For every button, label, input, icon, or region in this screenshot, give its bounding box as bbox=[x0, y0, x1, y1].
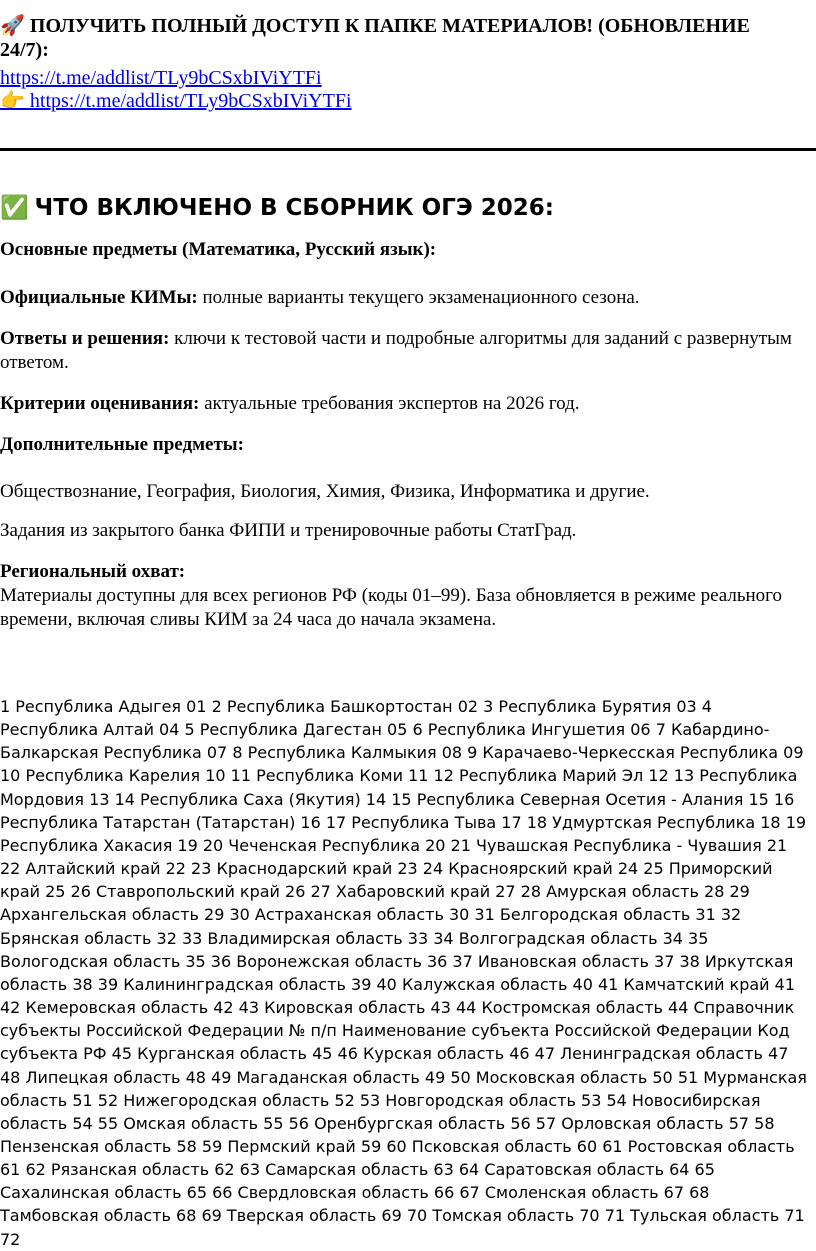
additional-subjects-heading: Дополнительные предметы: bbox=[0, 434, 244, 455]
answers-text: ключи к тестовой части и подробные алгоритмы для заданий с развернутым ответом. bbox=[0, 328, 792, 373]
telegram-link-secondary-url[interactable]: https://t.me/addlist/TLy9bCSxbIViYTFi bbox=[29, 90, 352, 112]
criteria-paragraph bbox=[0, 392, 800, 416]
telegram-link-primary[interactable]: https://t.me/addlist/TLy9bCSxbIViYTFi bbox=[0, 67, 322, 89]
section-heading: ✅ ЧТО ВКЛЮЧЕНО В СБОРНИК ОГЭ 2026: bbox=[0, 195, 554, 221]
main-subjects-heading: Основные предметы (Математика, Русский язык): bbox=[0, 239, 437, 260]
checkmark-icon: ✅ bbox=[0, 195, 29, 221]
criteria-label: Критерии оценивания: bbox=[0, 393, 200, 414]
pointing-hand-icon: 👉 bbox=[0, 90, 30, 112]
additional-subjects-list: Обществознание, География, Биология, Химия, Физика, Информатика и другие. bbox=[0, 481, 650, 502]
regional-heading: Региональный охват: bbox=[0, 561, 186, 582]
tasks-paragraph: Задания из закрытого банка ФИПИ и тренировочные работы СтатГрад. bbox=[0, 520, 577, 541]
kim-paragraph bbox=[0, 286, 800, 310]
criteria-text: актуальные требования экспертов на 2026 год. bbox=[199, 393, 580, 414]
kim-text: полные варианты текущего экзаменационного сезона. bbox=[197, 287, 640, 308]
answers-label: Ответы и решения: bbox=[0, 328, 170, 349]
kim-label: Официальные КИМы: bbox=[0, 287, 198, 308]
regional-paragraph: Материалы доступны для всех регионов РФ (коды 01–99). База обновляется в режиме реального времени, включая сливы КИМ за 24 часа до начала экзамена. bbox=[0, 585, 783, 630]
telegram-link-secondary[interactable] bbox=[0, 89, 780, 113]
horizontal-divider bbox=[0, 148, 816, 151]
promo-heading: 🚀 ПОЛУЧИТЬ ПОЛНЫЙ ДОСТУП К ПАПКЕ МАТЕРИАЛОВ! (ОБНОВЛЕНИЕ 24/7): bbox=[0, 15, 750, 61]
regions-list: 1 Республика Адыгея 01 2 Республика Башкортостан 02 3 Республика Бурятия 03 4 Республика Алтай 04 5 Республика Дагестан 05 6 Республика Ингушетия 06 7 Кабардино-Балкарская Республика 07 8 Республика Калмыкия 08 9 Карачаево-Черкесская Республика 09 10 Республика Карелия 10 11 Республика Коми 11 12 Республика Марий Эл 12 13 Республика Мордовия 13 14 Республика Саха (Якутия) 14 15 Республика Северная Осетия - Алания 15 16 Республика Татарстан (Татарстан) 16 17 Республика Тыва 17 18 Удмуртская Республика 18 19 Республика Хакасия 19 20 Чеченская Республика 20 21 Чувашская Республика - Чувашия 21 22 Алтайский край 22 23 Краснодарский край 23 24 Красноярский край 24 25 Приморский край 25 26 Ставропольский край 26 27 Хабаровский край 27 28 Амурская область 28 29 Архангельская область 29 30 Астраханская область 30 31 Белгородская область 31 32 Брянская область 32 33 Владимирская область 33 34 Волгоградская область 34 35 Вологодская область 35 36 Воронежская область 36 37 Ивановская область 37 38 Иркутская область 38 39 Калининградская область 39 40 Калужская область 40 41 Камчатский край 41 42 Кемеровская область 42 43 Кировская область 43 44 Костромская область 44 Справочник субъекты Российской Федерации № п/п Наименование субъекта Российской Федерации Код субъекта РФ 45 Курганская область 45 46 Курская область 46 47 Ленинградская область 47 48 Липецкая область 48 49 Магаданская область 49 50 Московская область 50 51 Мурманская область 51 52 Нижегородская область 52 53 Новгородская область 53 54 Новосибирская область 54 55 Омская область 55 56 Оренбургская область 56 57 Орловская область 57 58 Пензенская область 58 59 Пермский край 59 60 Псковская область 60 61 Ростовская область 61 62 Рязанская область 62 63 Самарская область 63 64 Саратовская область 64 65 Сахалинская область 65 66 Свердловская область 66 67 Смоленская область 67 68 Тамбовская область 68 69 Тверская область 69 70 Томская область 70 71 Тульская область 71 72 bbox=[0, 697, 807, 1249]
answers-paragraph bbox=[0, 327, 800, 375]
